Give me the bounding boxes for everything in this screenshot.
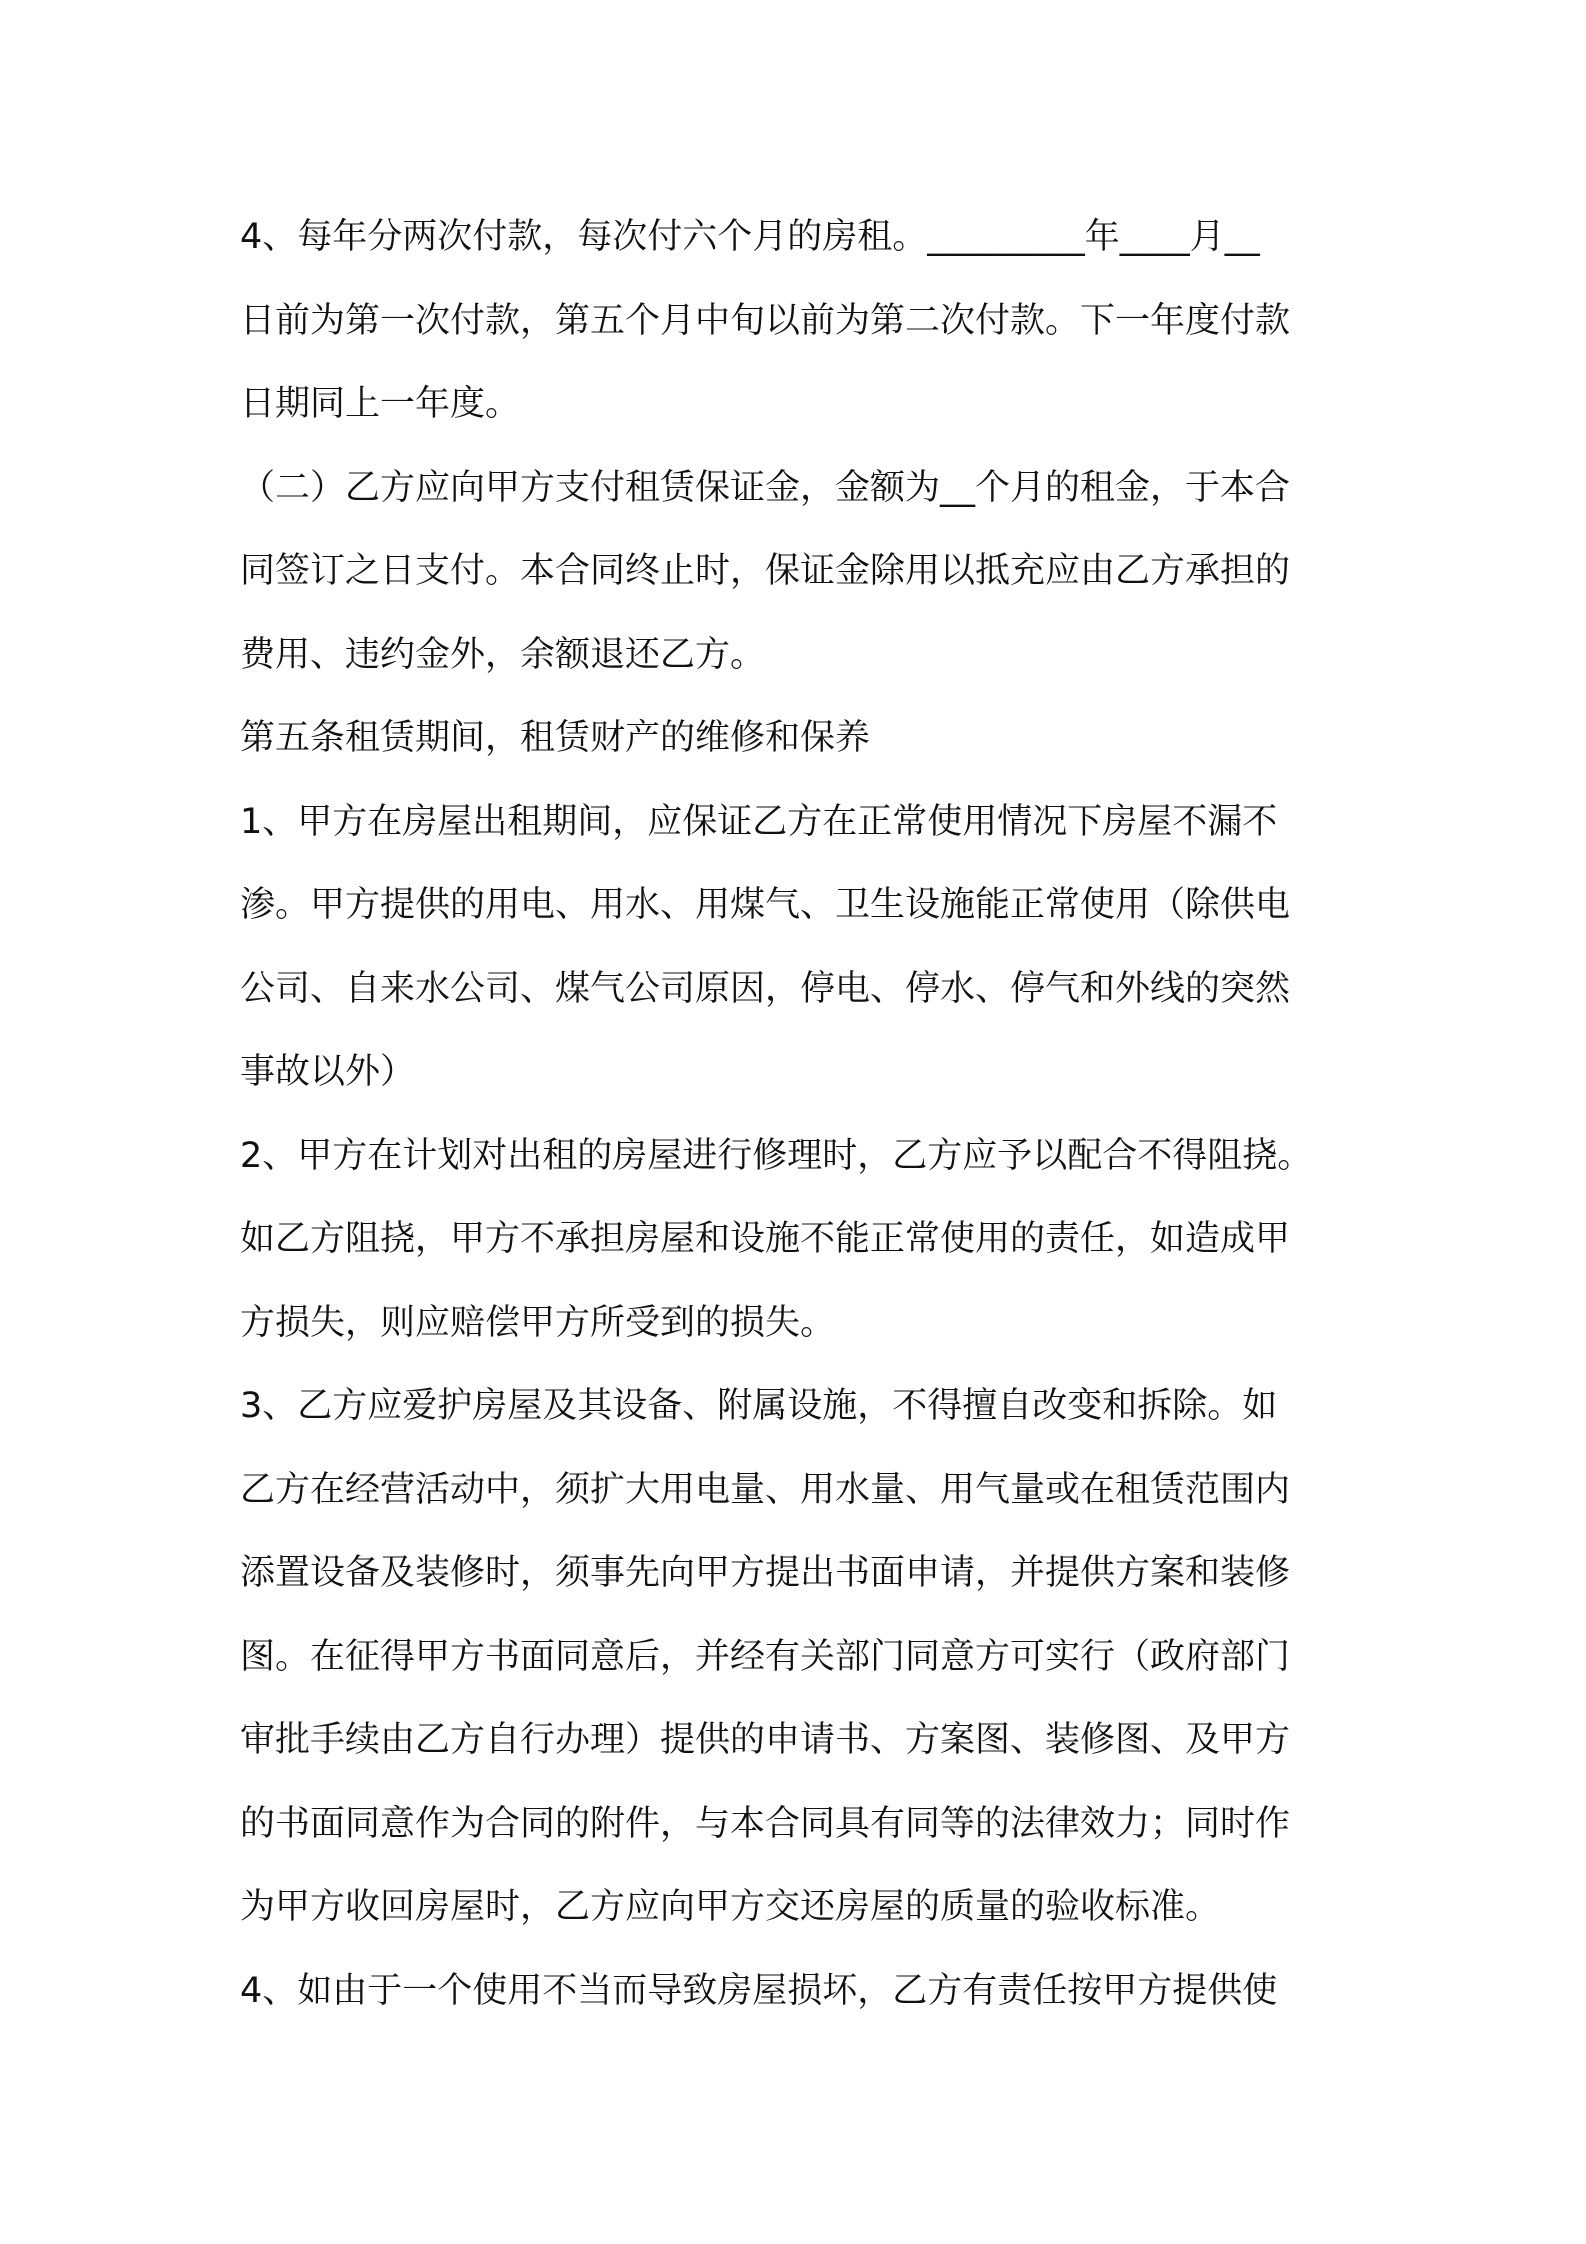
text-line: 4、如由于一个使用不当而导致房屋损坏，乙方有责任按甲方提供使 [240,1970,1278,2011]
text-line: 1、甲方在房屋出租期间，应保证乙方在正常使用情况下房屋不漏不 [240,801,1278,842]
text-line: 费用、违约金外，余额退还乙方。 [240,634,766,675]
section-heading: 第五条租赁期间，租赁财产的维修和保养 [240,718,871,758]
paragraph-payment-schedule [240,196,1360,447]
text-line: 如乙方阻挠，甲方不承担房屋和设施不能正常使用的责任，如造成甲 [240,1219,1291,1259]
text-line: 的书面同意作为合同的附件，与本合同具有同等的法律效力；同时作 [240,1803,1291,1844]
paragraph-security-deposit [240,447,1360,698]
text-line: 为甲方收回房屋时，乙方应向甲方交还房屋的质量的验收标准。 [240,1887,1221,1927]
text-line: 事故以外） [240,1052,416,1092]
text-line: 方损失，则应赔偿甲方所受到的损失。 [240,1302,836,1343]
text-line: 3、乙方应爱护房屋及其设备、附属设施，不得擅自改变和拆除。如 [240,1386,1278,1426]
text-line: 乙方在经营活动中，须扩大用电量、用水量、用气量或在租赁范围内 [240,1469,1291,1510]
text-line: 渗。甲方提供的用电、用水、用煤气、卫生设施能正常使用（除供电 [240,885,1291,925]
article-5-heading [240,697,1360,781]
paragraph-clause-4 [240,1950,1360,2034]
text-line: 日期同上一年度。 [240,384,521,424]
text-line: 图。在征得甲方书面同意后，并经有关部门同意方可实行（政府部门 [240,1636,1291,1677]
text-line: 公司、自来水公司、煤气公司原因，停电、停水、停气和外线的突然 [240,968,1291,1009]
text-line: 同签订之日支付。本合同终止时，保证金除用以抵充应由乙方承担的 [240,551,1291,591]
text-line: 2、甲方在计划对出租的房屋进行修理时，乙方应予以配合不得阻挠。 [240,1135,1313,1176]
text-line: 日前为第一次付款，第五个月中旬以前为第二次付款。下一年度付款 [240,300,1291,341]
text-line: 添置设备及装修时，须事先向甲方提出书面申请，并提供方案和装修 [240,1553,1291,1593]
text-line: 审批手续由乙方自行办理）提供的申请书、方案图、装修图、及甲方 [240,1720,1291,1760]
paragraph-clause-1 [240,781,1360,1115]
document-body [240,196,1360,2033]
text-line: （二）乙方应向甲方支付租赁保证金，金额为__个月的租金，于本合 [240,467,1291,508]
paragraph-clause-3 [240,1365,1360,1950]
text-line: 4、每年分两次付款，每次付六个月的房租。_________年____月__ [240,217,1260,257]
paragraph-clause-2 [240,1115,1360,1366]
